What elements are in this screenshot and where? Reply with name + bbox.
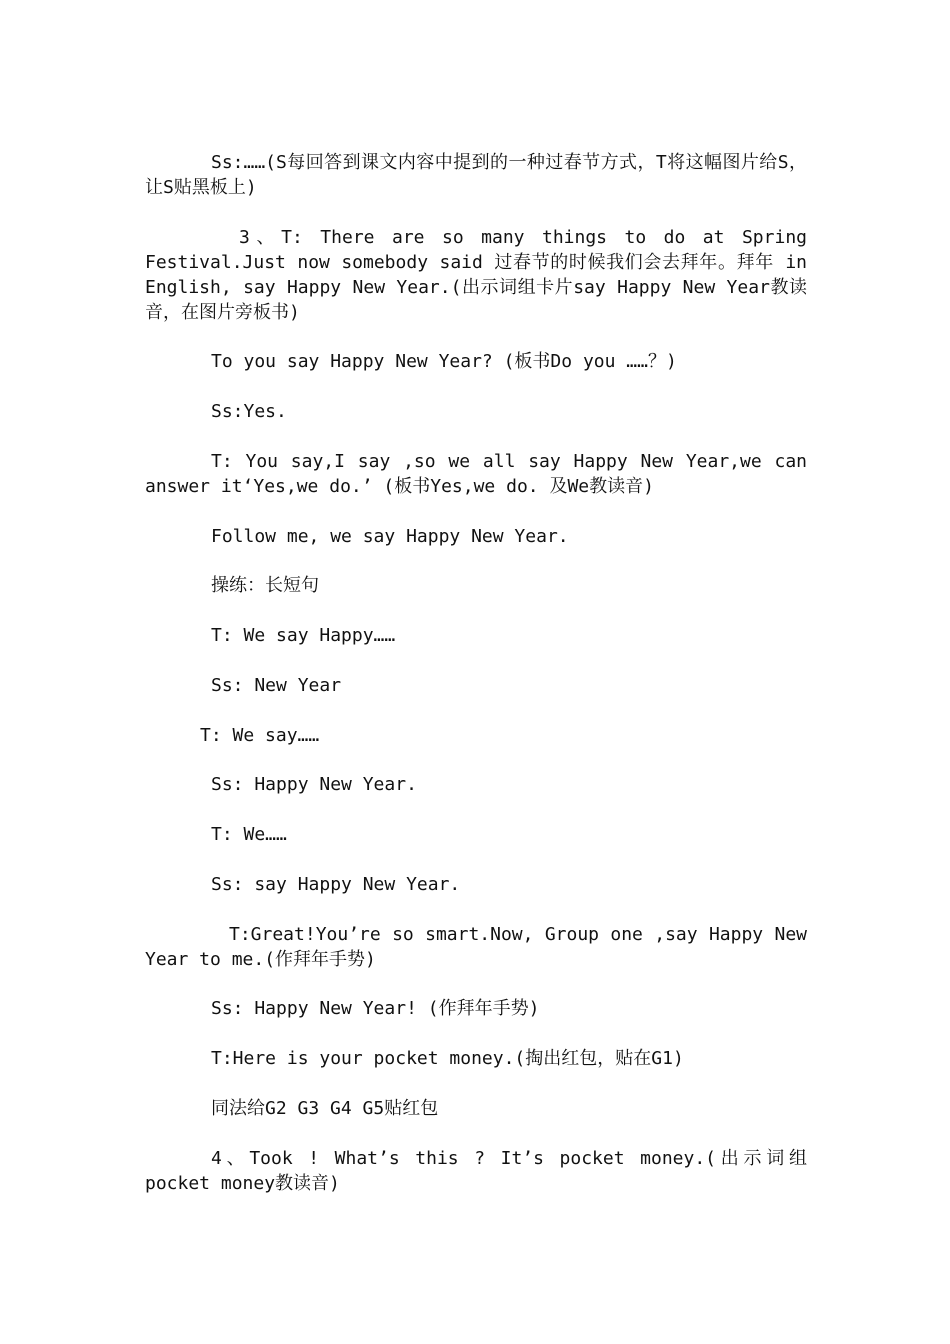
paragraph-18: 4、Took ! What’s this ? It’s pocket money.(出示词组pocket money教读音) [145, 1148, 807, 1194]
paragraph-4: Ss:Yes. [211, 401, 287, 422]
paragraph-11: Ss: Happy New Year. [211, 774, 417, 795]
paragraph-14: T:Great!You’re so smart.Now, Group one ,say Happy New Year to me.(作拜年手势) [145, 924, 807, 970]
paragraph-1: Ss:……(S每回答到课文内容中提到的一种过春节方式，T将这幅图片给S，让S贴黑板上) [145, 152, 807, 198]
paragraph-9: Ss: New Year [211, 675, 342, 696]
paragraph-13: Ss: say Happy New Year. [211, 874, 461, 895]
paragraph-10: T: We say…… [200, 725, 320, 746]
paragraph-12: T: We…… [211, 824, 287, 845]
paragraph-2: 3、T: There are so many things to do at Spring Festival.Just now somebody said 过春节的时候我们会去拜年。拜年 in English, say Happy New Year.(出示词组卡片say Happy New Year教读音，在图片旁板书) [145, 227, 807, 323]
paragraph-6: Follow me, we say Happy New Year. [211, 526, 569, 547]
paragraph-8: T: We say Happy…… [211, 625, 396, 646]
paragraph-3: To you say Happy New Year? (板书Do you ……？) [211, 351, 677, 372]
paragraph-17: 同法给G2 G3 G4 G5贴红包 [211, 1098, 439, 1119]
paragraph-15: Ss: Happy New Year! (作拜年手势) [211, 998, 540, 1019]
paragraph-16: T:Here is your pocket money.(掏出红包，贴在G1) [211, 1048, 684, 1069]
paragraph-5: T: You say,I say ,so we all say Happy New Year,we can answer it‘Yes,we do.’ (板书Yes,we do. 及We教读音) [145, 451, 807, 497]
paragraph-7: 操练：长短句 [211, 575, 319, 596]
